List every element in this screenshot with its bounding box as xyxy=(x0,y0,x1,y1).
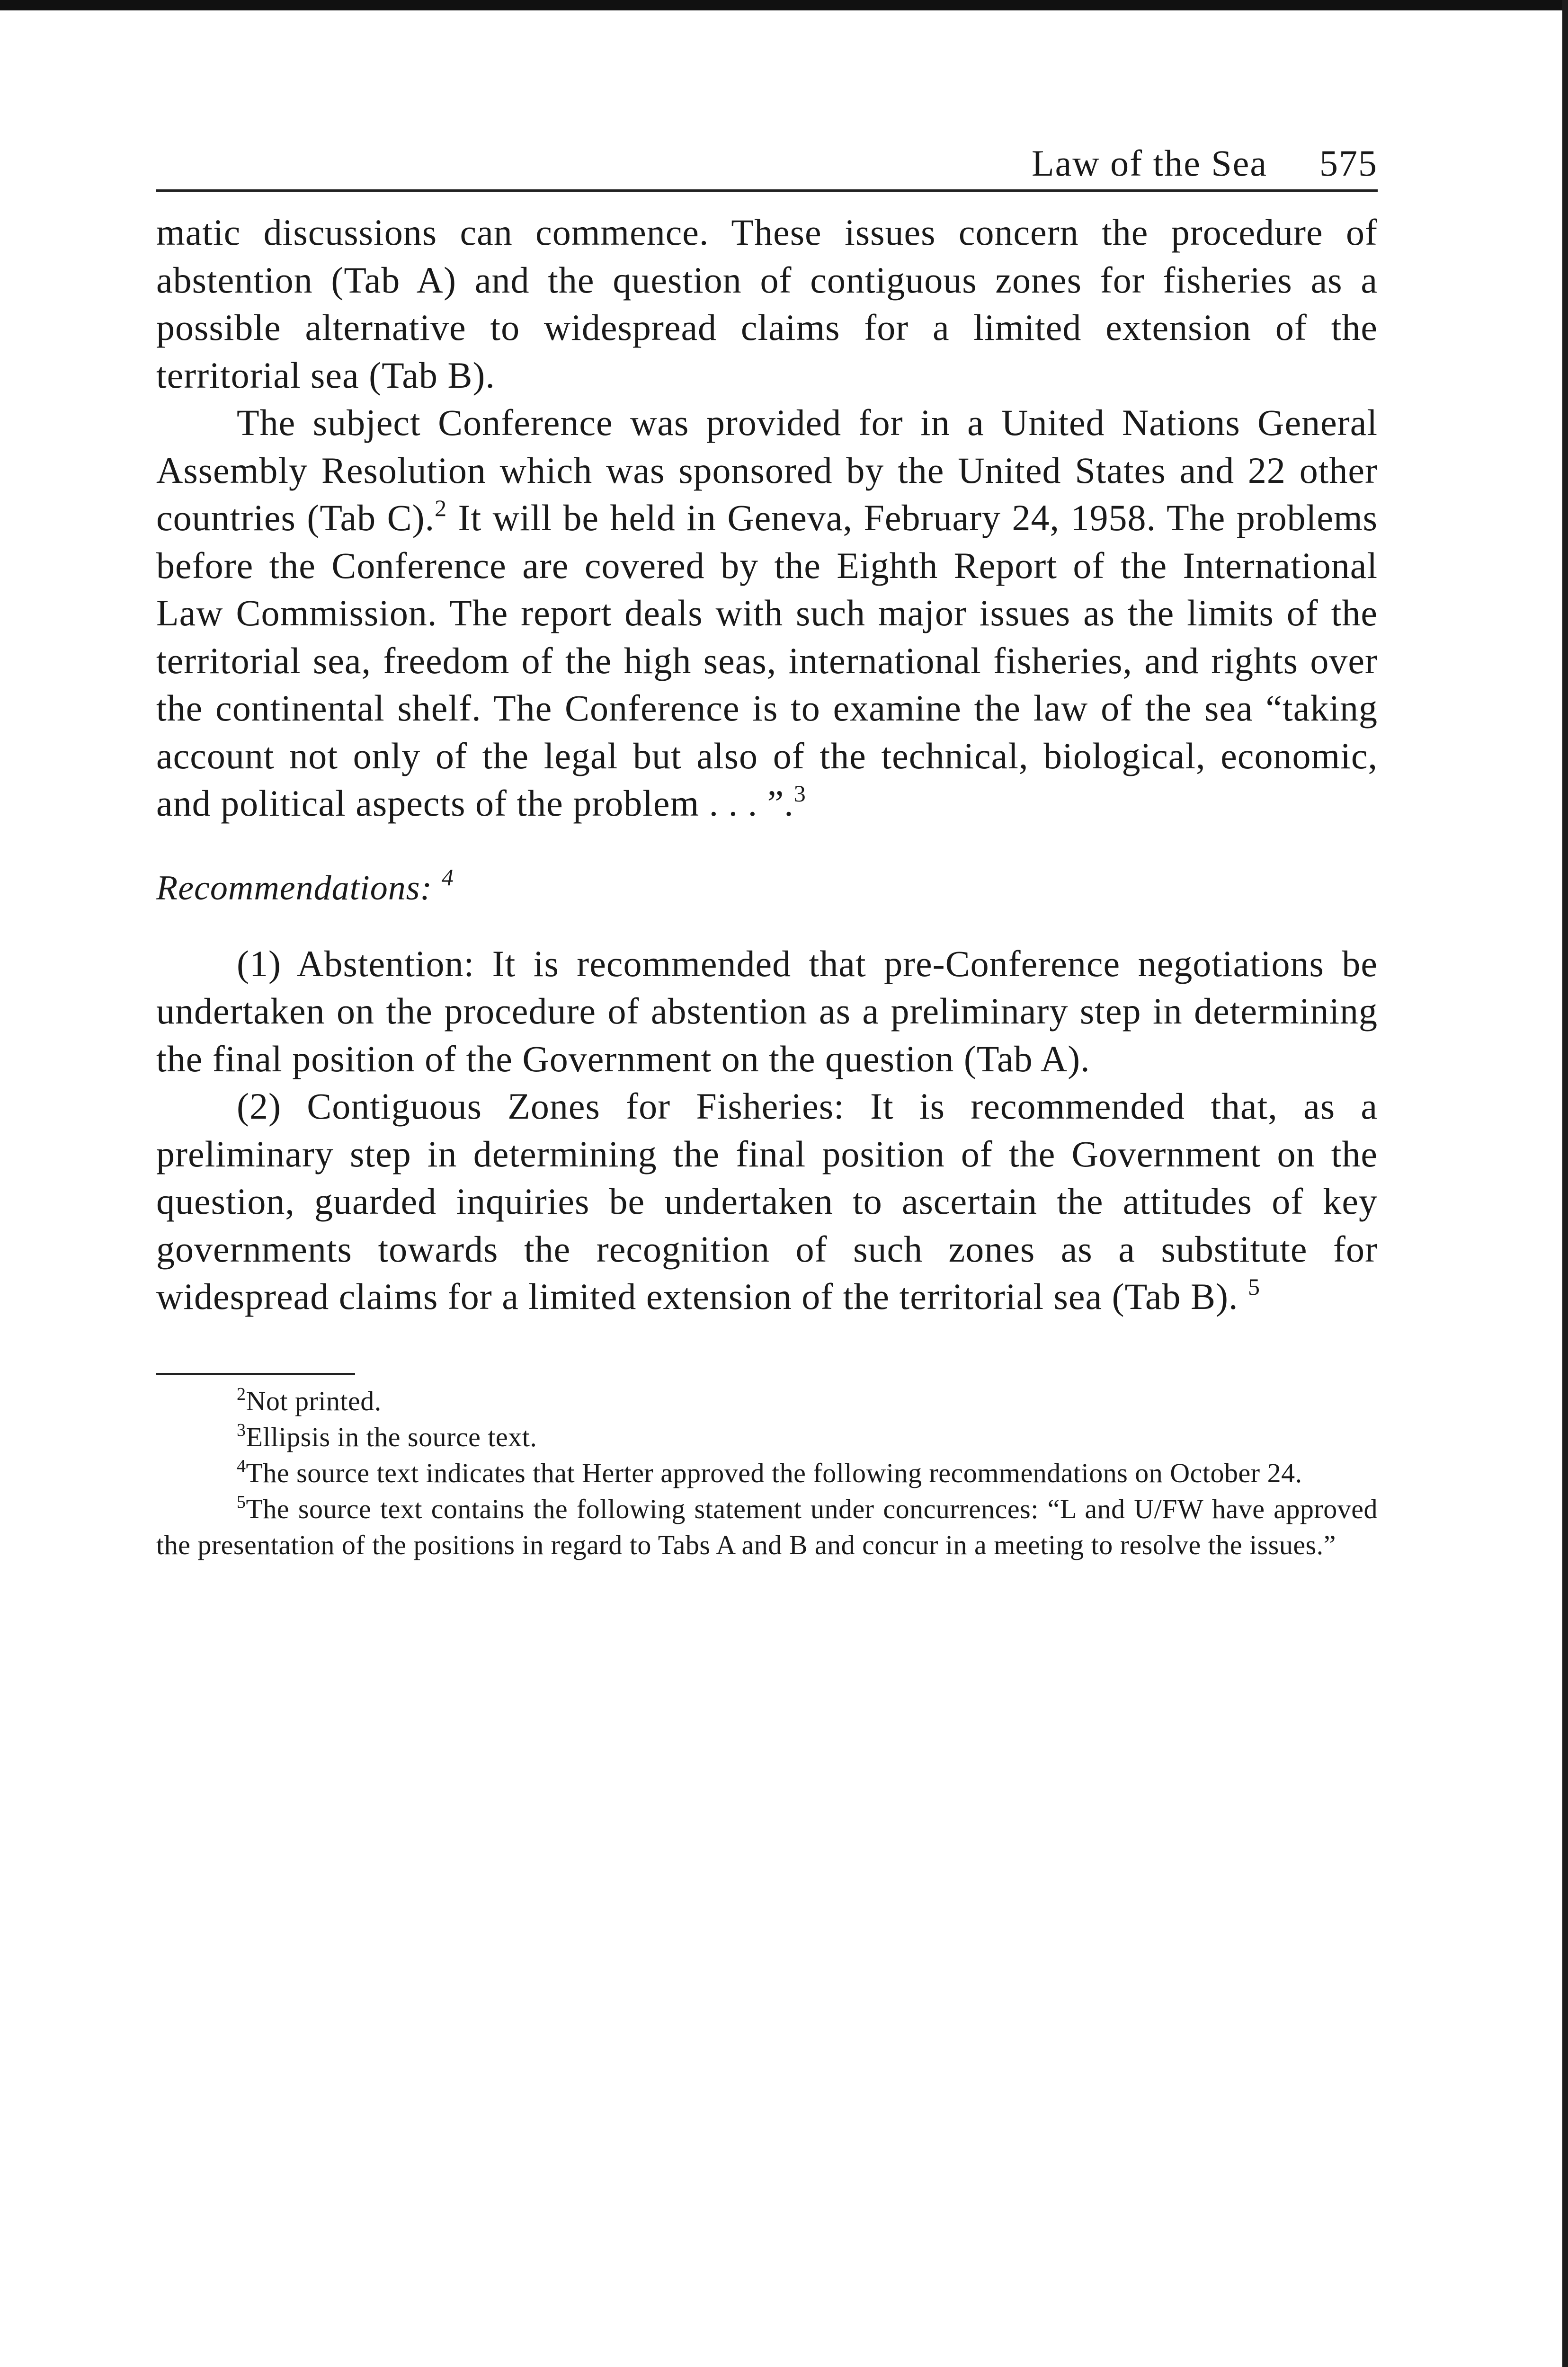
footnote-text: Not printed. xyxy=(246,1385,382,1416)
footnote-number: 2 xyxy=(237,1384,246,1404)
footnote xyxy=(156,1491,1378,1563)
scan-edge-top xyxy=(0,0,1568,10)
footnote-ref-4: 4 xyxy=(441,863,454,890)
footnote-ref-5: 5 xyxy=(1247,1273,1260,1300)
recommendations-heading xyxy=(156,864,1378,912)
footnote xyxy=(156,1455,1378,1491)
recommendation-abstention: (1) Abstention: It is recommended that pre-Conference negotiations be undertaken on the procedure of abstention as a preliminary step in determining the final position of the Government on the question (Tab A). xyxy=(156,943,1378,1079)
footnote xyxy=(156,1419,1378,1455)
recommendation-contiguous-zones-text: (2) Contiguous Zones for Fisheries: It is recommended that, as a preliminary step in determining the final position of the Government on the question, guarded inquiries be undertaken to ascertain the attitudes of key governments towards the recognition of such zones as a substitute for widespread claims for a limited extension of the territorial sea (Tab B). xyxy=(156,1086,1378,1317)
footnote-ref-3: 3 xyxy=(793,780,806,807)
footnote-text: The source text contains the following statement under concurrences: “L and U/FW have approved the presentation of the positions in regard to Tabs A and B and concur in a meeting to resolve the issues.” xyxy=(156,1493,1378,1560)
footnote-number: 5 xyxy=(237,1492,246,1512)
footnote xyxy=(156,1383,1378,1419)
footnote-text: Ellipsis in the source text. xyxy=(246,1421,537,1452)
footnote-text: The source text indicates that Herter approved the following recommendations on October 24. xyxy=(246,1457,1302,1488)
running-header xyxy=(156,137,1378,192)
footnotes xyxy=(156,1383,1378,1563)
scan-edge-right xyxy=(1562,0,1568,2367)
paragraph-conference-text-b: It will be held in Geneva, February 24, 1958. The problems before the Conference are covered by the Eighth Report of the International Law Commission. The report deals with such major issues as the limits of the territorial sea, freedom of the high seas, international fisheries, and rights over the continental shelf. The Conference is to examine the law of the sea “taking account not only of the legal but also of the technical, biological, economic, and political aspects of the problem . . . ”. xyxy=(156,497,1378,824)
footnote-number: 4 xyxy=(237,1456,246,1476)
recommendation-contiguous-zones xyxy=(156,1083,1378,1321)
paragraph-continuation: matic discussions can commence. These issues concern the procedure of abstention (Tab A) and the question of contiguous zones for fisheries as a possible alternative to widespread claims for a limited extension of the territorial sea (Tab B). xyxy=(156,212,1378,396)
running-title: Law of the Sea xyxy=(1032,142,1267,184)
footnote-divider xyxy=(156,1373,355,1375)
footnote-ref-2: 2 xyxy=(435,495,447,521)
paragraph-conference xyxy=(156,399,1378,828)
body-text xyxy=(156,209,1378,1321)
recommendations-heading-text: Recommendations: xyxy=(156,868,433,908)
footnote-number: 3 xyxy=(237,1420,246,1440)
paragraph-conference-text-a: The subject Conference was provided for in a United Nations General Assembly Resolution which was sponsored by the United States and 22 other countries (Tab C). xyxy=(156,402,1378,538)
document-page xyxy=(156,137,1378,1563)
page-number: 575 xyxy=(1319,142,1378,184)
